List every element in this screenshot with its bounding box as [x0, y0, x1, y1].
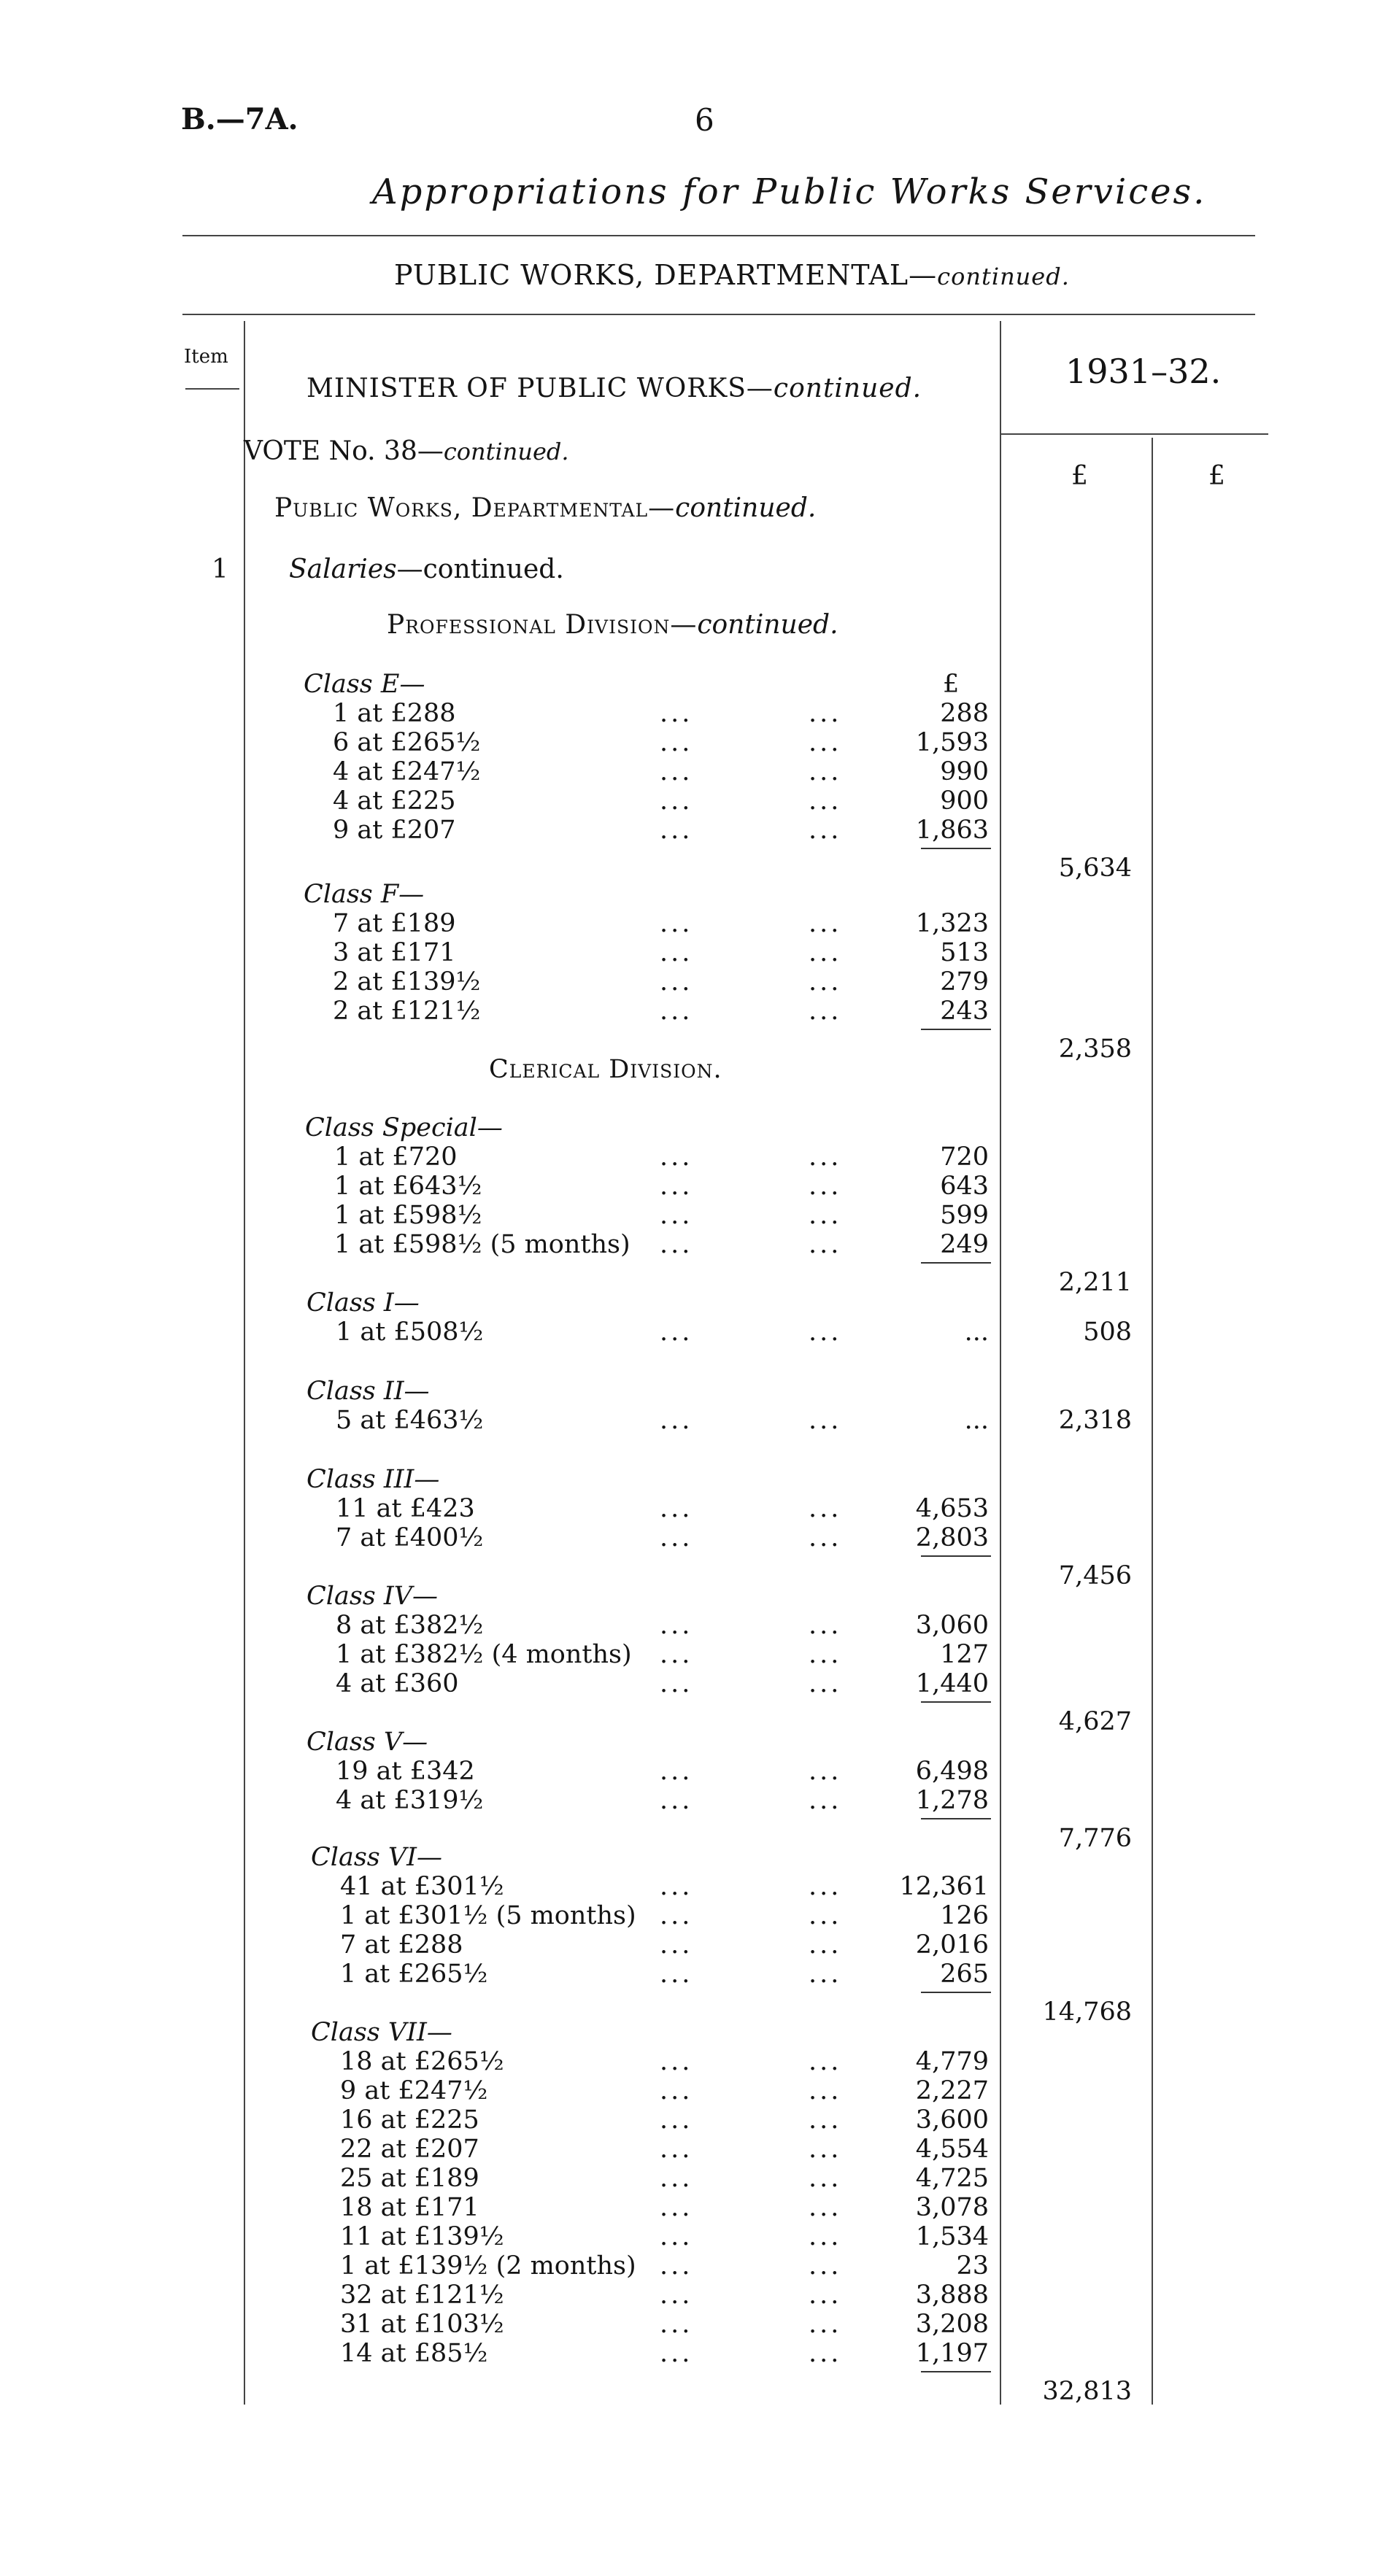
- class-heading: Class F—: [304, 880, 425, 909]
- table-row: [0, 1142, 1396, 1172]
- row-label: 9 at £207: [333, 816, 456, 845]
- subtotal-rule: [921, 1029, 991, 1030]
- row-label: 1 at £382½ (4 months): [336, 1640, 632, 1669]
- leader-dots: ...: [660, 2339, 693, 2368]
- class-total: 5,634: [1058, 854, 1132, 883]
- class-heading: Class II—: [306, 1377, 430, 1406]
- leader-dots: ...: [660, 909, 693, 938]
- leader-dots: ...: [660, 997, 693, 1026]
- table-row: [0, 699, 1396, 728]
- row-label: 11 at £139½: [340, 2222, 504, 2251]
- class-heading: Class V—: [306, 1728, 428, 1757]
- leader-dots: ...: [809, 728, 842, 757]
- row-amount: 279: [940, 967, 989, 997]
- row-label: 2 at £121½: [333, 997, 481, 1026]
- leader-dots: ...: [809, 997, 842, 1026]
- subtotal-rule: [921, 2371, 991, 2372]
- row-amount: 2,227: [915, 2076, 989, 2105]
- class-total: 32,813: [1042, 2377, 1132, 2406]
- table-top-rule: [182, 314, 1255, 315]
- table-row: [0, 2164, 1396, 2193]
- leader-dots: ...: [660, 1494, 693, 1523]
- class-total: 508: [1083, 1318, 1132, 1347]
- class-total: 7,456: [1058, 1561, 1132, 1590]
- row-amount: 2,803: [915, 1523, 989, 1552]
- leader-dots: ...: [809, 1786, 842, 1815]
- clerical-division-heading: Clerical Division.: [489, 1055, 722, 1084]
- leader-dots: ...: [660, 2135, 693, 2164]
- row-amount: 1,278: [915, 1786, 989, 1815]
- leader-dots: ...: [809, 1757, 842, 1786]
- leader-dots: ...: [809, 1640, 842, 1669]
- table-row: [0, 1669, 1396, 1698]
- pound-heading: £: [1071, 461, 1088, 491]
- leader-dots: ...: [809, 1901, 842, 1930]
- leader-dots: ...: [660, 1669, 693, 1698]
- leader-dots: ...: [809, 938, 842, 967]
- class-total: 14,768: [1042, 1997, 1132, 2027]
- leader-dots: ...: [660, 699, 693, 728]
- professional-division-heading: Professional Division—continued.: [387, 610, 838, 640]
- class-total: 2,318: [1058, 1406, 1132, 1435]
- row-label: 1 at £643½: [334, 1172, 482, 1201]
- class-total: 2,211: [1058, 1268, 1132, 1297]
- table-row: [0, 2047, 1396, 2076]
- leader-dots: ...: [660, 967, 693, 997]
- leader-dots: ...: [809, 1930, 842, 1960]
- row-label: 32 at £121½: [340, 2281, 504, 2310]
- row-amount: 4,779: [915, 2047, 989, 2076]
- year-heading-rule: [1001, 433, 1268, 435]
- leader-dots: ...: [660, 1230, 693, 1259]
- leader-dots: ...: [660, 1872, 693, 1901]
- leader-dots: ...: [660, 1640, 693, 1669]
- class-heading: Class VII—: [311, 2018, 452, 2047]
- row-amount: 990: [940, 757, 989, 786]
- row-amount: 288: [940, 699, 989, 728]
- item-column-heading: Item: [184, 346, 228, 368]
- table-row: [0, 757, 1396, 786]
- row-amount: 3,600: [915, 2105, 989, 2135]
- table-row: [0, 786, 1396, 816]
- table-row: [0, 1901, 1396, 1930]
- leader-dots: ...: [809, 1201, 842, 1230]
- row-amount: 1,863: [915, 816, 989, 845]
- leader-dots: ...: [809, 2339, 842, 2368]
- class-heading: Class VI—: [311, 1843, 442, 1872]
- row-label: 4 at £360: [336, 1669, 459, 1698]
- leader-dots: ...: [809, 2193, 842, 2222]
- table-row: [0, 1230, 1396, 1259]
- pound-column-symbol: £: [943, 670, 960, 699]
- leader-dots: ...: [809, 2135, 842, 2164]
- row-label: 4 at £225: [333, 786, 456, 816]
- subtotal-rule: [921, 1701, 991, 1703]
- subtotal-rule: [921, 1818, 991, 1819]
- pound-heading: £: [1208, 461, 1225, 491]
- row-label: 14 at £85½: [340, 2339, 488, 2368]
- page-title: Appropriations for Public Works Services.: [372, 171, 1207, 212]
- leader-dots: ...: [809, 1142, 842, 1172]
- class-total: 4,627: [1058, 1707, 1132, 1736]
- salaries-heading: Salaries—continued.: [289, 554, 564, 584]
- leader-dots: ...: [809, 1230, 842, 1259]
- row-amount: 4,725: [915, 2164, 989, 2193]
- row-label: 41 at £301½: [340, 1872, 504, 1901]
- row-amount: 12,361: [899, 1872, 989, 1901]
- leader-dots: ...: [660, 2164, 693, 2193]
- row-amount: 4,554: [915, 2135, 989, 2164]
- table-row: [0, 909, 1396, 938]
- class-total: 7,776: [1058, 1824, 1132, 1853]
- row-amount: ...: [964, 1318, 989, 1347]
- table-row: [0, 1960, 1396, 1989]
- row-label: 5 at £463½: [336, 1406, 484, 1435]
- row-amount: 2,016: [915, 1930, 989, 1960]
- leader-dots: ...: [660, 1901, 693, 1930]
- leader-dots: ...: [809, 786, 842, 816]
- subtotal-rule: [921, 1262, 991, 1264]
- row-amount: 513: [940, 938, 989, 967]
- table-row: [0, 1318, 1396, 1347]
- row-label: 1 at £265½: [340, 1960, 488, 1989]
- table-row: [0, 2251, 1396, 2281]
- row-amount: 599: [940, 1201, 989, 1230]
- leader-dots: ...: [660, 1757, 693, 1786]
- row-label: 6 at £265½: [333, 728, 481, 757]
- leader-dots: ...: [809, 967, 842, 997]
- header-rule: [182, 235, 1255, 236]
- class-heading: Class IV—: [306, 1582, 438, 1611]
- row-amount: 900: [940, 786, 989, 816]
- leader-dots: ...: [809, 2251, 842, 2281]
- row-amount: 127: [940, 1640, 989, 1669]
- leader-dots: ...: [660, 1611, 693, 1640]
- leader-dots: ...: [660, 757, 693, 786]
- row-label: 8 at £382½: [336, 1611, 484, 1640]
- table-row: [0, 816, 1396, 845]
- row-label: 1 at £720: [334, 1142, 458, 1172]
- row-label: 3 at £171: [333, 938, 456, 967]
- leader-dots: ...: [809, 1406, 842, 1435]
- table-row: [0, 1786, 1396, 1815]
- leader-dots: ...: [660, 1930, 693, 1960]
- row-label: 22 at £207: [340, 2135, 479, 2164]
- row-amount: 1,323: [915, 909, 989, 938]
- leader-dots: ...: [660, 816, 693, 845]
- row-label: 1 at £598½: [334, 1201, 482, 1230]
- leader-dots: ...: [660, 1406, 693, 1435]
- class-heading: Class I—: [306, 1288, 420, 1318]
- table-row: [0, 2339, 1396, 2368]
- leader-dots: ...: [660, 1960, 693, 1989]
- class-heading: Class E—: [304, 670, 425, 699]
- row-amount: 3,888: [915, 2281, 989, 2310]
- table-row: [0, 2310, 1396, 2339]
- table-row: [0, 2222, 1396, 2251]
- leader-dots: ...: [809, 2047, 842, 2076]
- row-label: 7 at £189: [333, 909, 456, 938]
- leader-dots: ...: [809, 816, 842, 845]
- leader-dots: ...: [660, 2105, 693, 2135]
- row-label: 18 at £171: [340, 2193, 479, 2222]
- table-row: [0, 938, 1396, 967]
- table-row: [0, 997, 1396, 1026]
- row-label: 2 at £139½: [333, 967, 481, 997]
- leader-dots: ...: [660, 2193, 693, 2222]
- leader-dots: ...: [660, 1523, 693, 1552]
- row-label: 7 at £288: [340, 1930, 463, 1960]
- leader-dots: ...: [809, 699, 842, 728]
- table-row: [0, 1757, 1396, 1786]
- leader-dots: ...: [809, 1494, 842, 1523]
- year-heading: 1931–32.: [1065, 352, 1222, 391]
- leader-dots: ...: [809, 757, 842, 786]
- leader-dots: ...: [809, 1669, 842, 1698]
- table-row: [0, 2281, 1396, 2310]
- leader-dots: ...: [809, 2164, 842, 2193]
- row-label: 16 at £225: [340, 2105, 479, 2135]
- table-row: [0, 1640, 1396, 1669]
- row-amount: 3,060: [915, 1611, 989, 1640]
- table-row: [0, 2105, 1396, 2135]
- leader-dots: ...: [809, 2076, 842, 2105]
- class-heading: Class Special—: [305, 1113, 503, 1142]
- leader-dots: ...: [809, 2105, 842, 2135]
- row-label: 4 at £247½: [333, 757, 481, 786]
- leader-dots: ...: [660, 2251, 693, 2281]
- leader-dots: ...: [809, 1960, 842, 1989]
- leader-dots: ...: [660, 2222, 693, 2251]
- subtotal-rule: [921, 848, 991, 849]
- row-label: 31 at £103½: [340, 2310, 504, 2339]
- item-number: 1: [212, 554, 228, 584]
- section-heading: PUBLIC WORKS, DEPARTMENTAL—continued.: [394, 259, 1070, 291]
- leader-dots: ...: [660, 1201, 693, 1230]
- row-amount: 3,208: [915, 2310, 989, 2339]
- table-row: [0, 2193, 1396, 2222]
- row-amount: 1,197: [915, 2339, 989, 2368]
- row-amount: 3,078: [915, 2193, 989, 2222]
- leader-dots: ...: [809, 1318, 842, 1347]
- leader-dots: ...: [660, 2076, 693, 2105]
- table-row: [0, 1172, 1396, 1201]
- page-number: 6: [695, 102, 714, 138]
- leader-dots: ...: [809, 2222, 842, 2251]
- row-amount: 249: [940, 1230, 989, 1259]
- class-heading: Class III—: [306, 1465, 440, 1494]
- row-amount: ...: [964, 1406, 989, 1435]
- leader-dots: ...: [660, 1786, 693, 1815]
- leader-dots: ...: [809, 1611, 842, 1640]
- subtotal-rule: [921, 1992, 991, 1993]
- leader-dots: ...: [660, 1142, 693, 1172]
- leader-dots: ...: [809, 2281, 842, 2310]
- row-label: 1 at £139½ (2 months): [340, 2251, 636, 2281]
- row-label: 18 at £265½: [340, 2047, 504, 2076]
- leader-dots: ...: [660, 1172, 693, 1201]
- minister-heading: MINISTER OF PUBLIC WORKS—continued.: [306, 374, 922, 403]
- class-total: 2,358: [1058, 1034, 1132, 1064]
- department-heading: Public Works, Departmental—continued.: [274, 493, 817, 523]
- row-amount: 6,498: [915, 1757, 989, 1786]
- row-label: 1 at £598½ (5 months): [334, 1230, 630, 1259]
- document-code: B.—7A.: [181, 102, 298, 136]
- row-label: 25 at £189: [340, 2164, 479, 2193]
- leader-dots: ...: [809, 1172, 842, 1201]
- row-amount: 1,534: [915, 2222, 989, 2251]
- row-label: 1 at £301½ (5 months): [340, 1901, 636, 1930]
- leader-dots: ...: [660, 2047, 693, 2076]
- table-row: [0, 1930, 1396, 1960]
- vote-heading: VOTE No. 38—continued.: [244, 436, 569, 466]
- table-row: [0, 1201, 1396, 1230]
- row-amount: 720: [940, 1142, 989, 1172]
- table-row: [0, 1494, 1396, 1523]
- leader-dots: ...: [660, 786, 693, 816]
- leader-dots: ...: [809, 1523, 842, 1552]
- leader-dots: ...: [660, 728, 693, 757]
- table-row: [0, 967, 1396, 997]
- row-amount: 4,653: [915, 1494, 989, 1523]
- row-amount: 243: [940, 997, 989, 1026]
- row-label: 9 at £247½: [340, 2076, 488, 2105]
- table-row: [0, 1406, 1396, 1435]
- item-heading-rule: [185, 388, 239, 390]
- leader-dots: ...: [809, 1872, 842, 1901]
- row-amount: 1,593: [915, 728, 989, 757]
- row-amount: 643: [940, 1172, 989, 1201]
- row-amount: 265: [940, 1960, 989, 1989]
- table-row: [0, 2135, 1396, 2164]
- row-label: 19 at £342: [336, 1757, 475, 1786]
- row-amount: 23: [956, 2251, 989, 2281]
- table-row: [0, 1523, 1396, 1552]
- row-label: 7 at £400½: [336, 1523, 484, 1552]
- row-label: 11 at £423: [336, 1494, 475, 1523]
- row-amount: 126: [940, 1901, 989, 1930]
- table-row: [0, 1611, 1396, 1640]
- leader-dots: ...: [809, 909, 842, 938]
- subtotal-rule: [921, 1555, 991, 1557]
- table-row: [0, 2076, 1396, 2105]
- table-row: [0, 1872, 1396, 1901]
- table-row: [0, 728, 1396, 757]
- leader-dots: ...: [660, 1318, 693, 1347]
- row-label: 1 at £508½: [336, 1318, 484, 1347]
- leader-dots: ...: [660, 2281, 693, 2310]
- leader-dots: ...: [809, 2310, 842, 2339]
- row-label: 4 at £319½: [336, 1786, 484, 1815]
- row-label: 1 at £288: [333, 699, 456, 728]
- leader-dots: ...: [660, 938, 693, 967]
- row-amount: 1,440: [915, 1669, 989, 1698]
- leader-dots: ...: [660, 2310, 693, 2339]
